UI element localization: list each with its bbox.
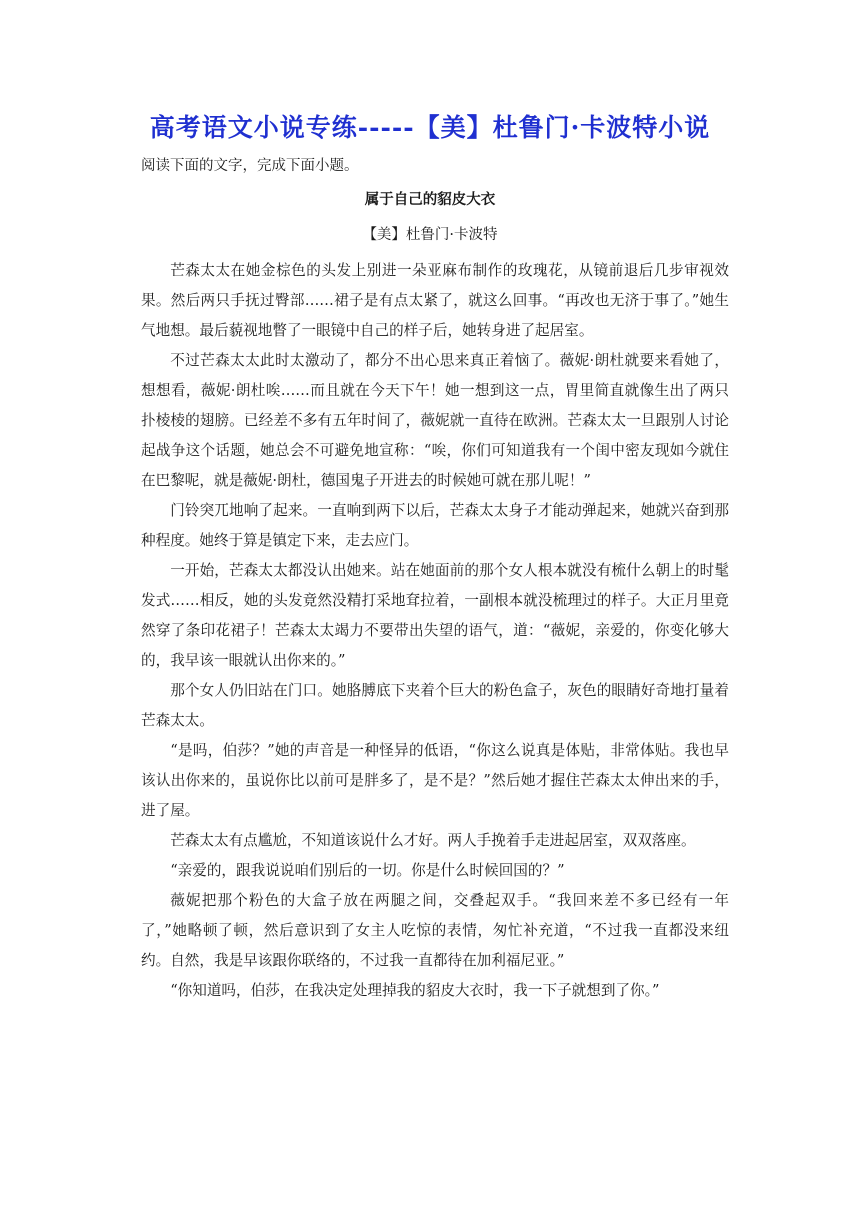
- story-paragraph: 芒森太太在她金棕色的头发上别进一朵亚麻布制作的玫瑰花，从镜前退后几步审视效果。然后两只手抚过臀部……裙子是有点太紧了，就这么回事。“再改也无济于事了。”她生气地想。最后藐视地瞥了一眼镜中自己的样子后，她转身进了起居室。: [141, 262, 729, 339]
- document-title: 高考语文小说专练-----【美】杜鲁门·卡波特小说: [149, 113, 711, 142]
- story-paragraph: 不过芒森太太此时太激动了，都分不出心思来真正着恼了。薇妮·朗杜就要来看她了，想想看，薇妮·朗杜唉……而且就在今天下午！她一想到这一点，胃里简直就像生出了两只扑棱棱的翅膀。已经差不多有五年时间了，薇妮就一直待在欧洲。芒森太太一旦跟别人讨论起战争这个话题，她总会不可避免地宣称：“唉，你们可知道我有一个闺中密友现如今就住在巴黎呢，就是薇妮·朗杜，德国鬼子开进去的时候她可就在那儿呢！”: [141, 352, 729, 489]
- story-paragraph: “你知道吗，伯莎，在我决定处理掉我的貂皮大衣时，我一下子就想到了你。”: [170, 982, 660, 999]
- story-paragraph: 薇妮把那个粉色的大盒子放在两腿之间，交叠起双手。“我回来差不多已经有一年了，”她略顿了顿，然后意识到了女主人吃惊的表情，匆忙补充道，“不过我一直都没来纽约。自然，我是早该跟你联络的，不过我一直都待在加利福尼亚。”: [141, 892, 729, 969]
- story-title: 属于自己的貂皮大衣: [364, 191, 496, 208]
- story-paragraph: “是吗，伯莎？”她的声音是一种怪异的低语，“你这么说真是体贴，非常体贴。我也早该认出你来的，虽说你比以前可是胖多了，是不是？”然后她才握住芒森太太伸出来的手，进了屋。: [141, 742, 729, 819]
- story-paragraph: 芒森太太有点尴尬，不知道该说什么才好。两人手挽着手走进起居室，双双落座。: [170, 832, 696, 849]
- story-paragraph: 那个女人仍旧站在门口。她胳膊底下夹着个巨大的粉色盒子，灰色的眼睛好奇地打量着芒森太太。: [141, 682, 729, 729]
- reading-instruction: 阅读下面的文字，完成下面小题。: [141, 158, 359, 174]
- story-paragraph: “亲爱的，跟我说说咱们别后的一切。你是什么时候回国的？”: [170, 862, 565, 879]
- story-author: 【美】杜鲁门·卡波特: [362, 227, 498, 243]
- story-paragraph: 一开始，芒森太太都没认出她来。站在她面前的那个女人根本就没有梳什么朝上的时髦发式……相反，她的头发竟然没精打采地耷拉着，一副根本就没梳理过的样子。大正月里竟然穿了条印花裙子！芒森太太竭力不要带出失望的语气，道：“薇妮，亲爱的，你变化够大的，我早该一眼就认出你来的。”: [141, 562, 729, 669]
- story-body: [141, 256, 729, 1006]
- story-paragraph: 门铃突兀地响了起来。一直响到两下以后，芒森太太身子才能动弹起来，她就兴奋到那种程度。她终于算是镇定下来，走去应门。: [141, 502, 729, 549]
